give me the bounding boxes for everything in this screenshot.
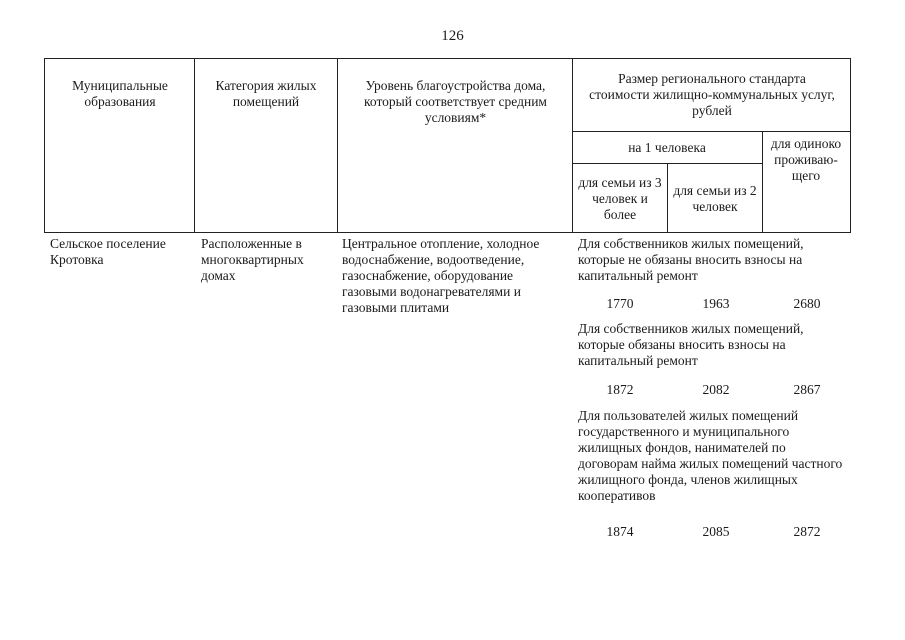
value-single-group2: 2867 <box>793 382 821 397</box>
value-family3-group1: 1770 <box>606 296 634 311</box>
header-family-3: для семьи из 3 человек и более <box>578 175 662 222</box>
col-divider-5 <box>762 131 763 233</box>
header-per-person: на 1 человека <box>628 140 706 155</box>
group-label-owners-with-contribution: Для собственников жилых помещений, которые обязаны вносить взносы на капитальный ремонт <box>578 321 804 368</box>
header-family-2: для семьи из 2 человек <box>673 183 757 214</box>
value-family2-group1: 1963 <box>702 296 730 311</box>
col-divider-4 <box>667 164 668 233</box>
table-header-bottom-border <box>44 232 850 233</box>
table-top-border <box>44 58 850 59</box>
header-single: для одиноко проживаю-щего <box>770 136 842 183</box>
header-category: Категория жилых помещений <box>215 78 317 109</box>
group-label-owners-no-contribution: Для собственников жилых помещений, которые не обязаны вносить взносы на капитальный ремонт <box>578 236 804 283</box>
standard-header-divider <box>572 131 850 132</box>
col-divider-3 <box>572 58 573 233</box>
table-right-border <box>850 58 851 233</box>
value-family3-group2: 1872 <box>606 382 634 397</box>
value-single-group1: 2680 <box>793 296 821 311</box>
header-comfort-level: Уровень благоустройства дома, который соответствует средним условиям* <box>364 78 547 125</box>
header-municipality: Муниципальные образования <box>72 78 168 109</box>
col-divider-1 <box>194 58 195 233</box>
header-regional-standard: Размер регионального стандарта стоимости жилищно-коммунальных услуг, рублей <box>589 71 835 118</box>
value-single-group3: 2872 <box>793 524 821 539</box>
cell-category: Расположенные в многоквартирных домах <box>201 236 304 283</box>
cell-comfort-level: Центральное отопление, холодное водоснабжение, водоотведение, газоснабжение, оборудование газовыми водонагревателями и газовыми плитами <box>342 236 540 315</box>
value-family2-group3: 2085 <box>702 524 730 539</box>
value-family3-group3: 1874 <box>606 524 634 539</box>
group-label-tenants-and-cooperative-members: Для пользователей жилых помещений государственного и муниципального жилищных фондов, нанимателей по договорам найма жилых помещений частного жилищного фонда, членов жилищных кооперативов <box>578 408 843 503</box>
cell-municipality: Сельское поселение Кротовка <box>50 236 166 267</box>
table-left-border <box>44 58 45 233</box>
value-family2-group2: 2082 <box>702 382 730 397</box>
page-number: 126 <box>441 28 464 44</box>
col-divider-2 <box>337 58 338 233</box>
